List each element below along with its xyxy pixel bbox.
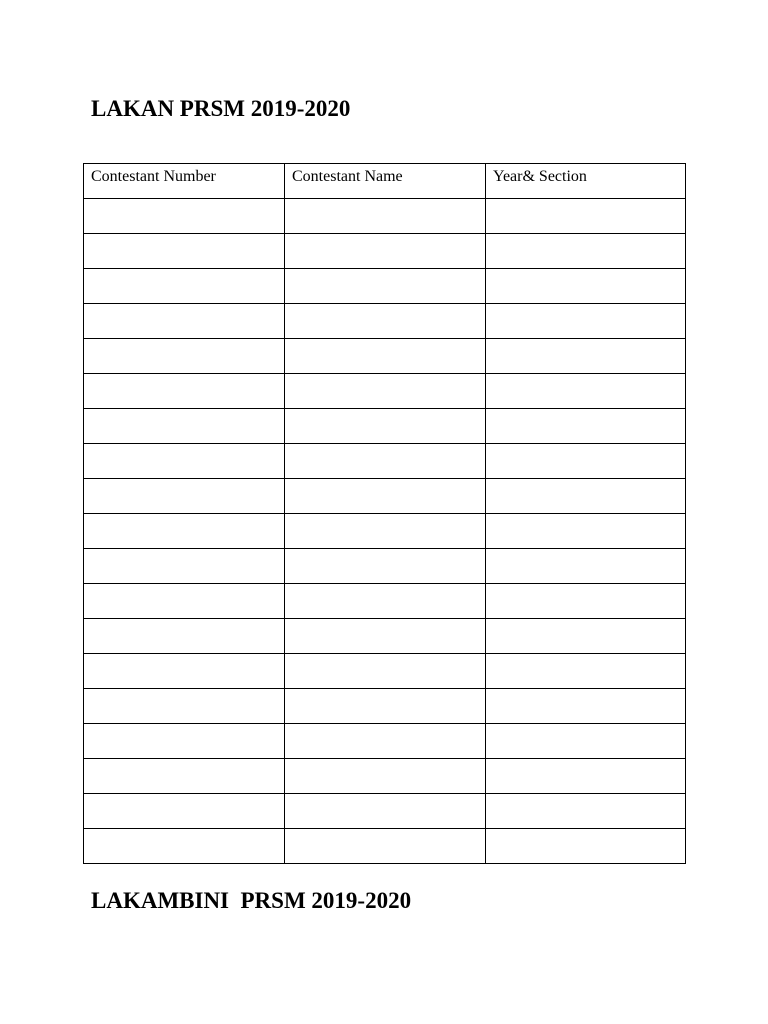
cell-year-section (486, 654, 686, 689)
cell-contestant-name (285, 514, 486, 549)
cell-contestant-number (84, 479, 285, 514)
table-row (84, 549, 686, 584)
cell-contestant-number (84, 374, 285, 409)
cell-contestant-number (84, 409, 285, 444)
table-row (84, 479, 686, 514)
cell-contestant-name (285, 304, 486, 339)
cell-contestant-name (285, 584, 486, 619)
lakan-title: LAKAN PRSM 2019-2020 (91, 96, 351, 121)
cell-year-section (486, 479, 686, 514)
cell-contestant-name (285, 374, 486, 409)
cell-contestant-name (285, 409, 486, 444)
cell-year-section (486, 444, 686, 479)
contestant-table (83, 163, 686, 864)
cell-year-section (486, 339, 686, 374)
cell-contestant-name (285, 444, 486, 479)
cell-contestant-number (84, 234, 285, 269)
cell-contestant-name (285, 199, 486, 234)
cell-contestant-number (84, 269, 285, 304)
cell-year-section (486, 514, 686, 549)
cell-contestant-number (84, 619, 285, 654)
cell-year-section (486, 689, 686, 724)
cell-contestant-number (84, 794, 285, 829)
cell-year-section (486, 199, 686, 234)
cell-contestant-name (285, 654, 486, 689)
cell-contestant-name (285, 759, 486, 794)
table-row (84, 689, 686, 724)
header-contestant-name: Contestant Name (285, 164, 486, 199)
header-year-section: Year& Section (486, 164, 686, 199)
table-row (84, 829, 686, 864)
header-contestant-number: Contestant Number (84, 164, 285, 199)
table-row (84, 619, 686, 654)
cell-year-section (486, 759, 686, 794)
cell-year-section (486, 724, 686, 759)
cell-contestant-name (285, 234, 486, 269)
cell-contestant-name (285, 724, 486, 759)
cell-contestant-number (84, 689, 285, 724)
cell-contestant-number (84, 829, 285, 864)
table-row (84, 724, 686, 759)
table-row (84, 759, 686, 794)
cell-contestant-number (84, 724, 285, 759)
cell-contestant-number (84, 199, 285, 234)
table-row (84, 794, 686, 829)
cell-contestant-name (285, 339, 486, 374)
cell-contestant-name (285, 689, 486, 724)
cell-contestant-number (84, 759, 285, 794)
cell-contestant-number (84, 549, 285, 584)
cell-year-section (486, 234, 686, 269)
cell-contestant-number (84, 654, 285, 689)
cell-year-section (486, 829, 686, 864)
cell-contestant-number (84, 304, 285, 339)
table-row (84, 514, 686, 549)
table-row (84, 374, 686, 409)
table-row (84, 654, 686, 689)
cell-contestant-number (84, 444, 285, 479)
cell-year-section (486, 409, 686, 444)
cell-contestant-name (285, 479, 486, 514)
table-header-row (84, 164, 686, 199)
cell-contestant-number (84, 514, 285, 549)
table-row (84, 409, 686, 444)
cell-contestant-name (285, 794, 486, 829)
table-row (84, 444, 686, 479)
cell-contestant-name (285, 269, 486, 304)
cell-year-section (486, 269, 686, 304)
cell-year-section (486, 549, 686, 584)
cell-contestant-number (84, 339, 285, 374)
cell-contestant-name (285, 619, 486, 654)
table-row (84, 339, 686, 374)
table-row (84, 304, 686, 339)
cell-contestant-number (84, 584, 285, 619)
table-row (84, 584, 686, 619)
cell-contestant-name (285, 829, 486, 864)
table-row (84, 199, 686, 234)
table-body (84, 199, 686, 864)
table-row (84, 234, 686, 269)
table-row (84, 269, 686, 304)
cell-year-section (486, 619, 686, 654)
cell-year-section (486, 584, 686, 619)
cell-contestant-name (285, 549, 486, 584)
lakambini-title: LAKAMBINI PRSM 2019-2020 (91, 888, 412, 913)
cell-year-section (486, 794, 686, 829)
cell-year-section (486, 374, 686, 409)
cell-year-section (486, 304, 686, 339)
